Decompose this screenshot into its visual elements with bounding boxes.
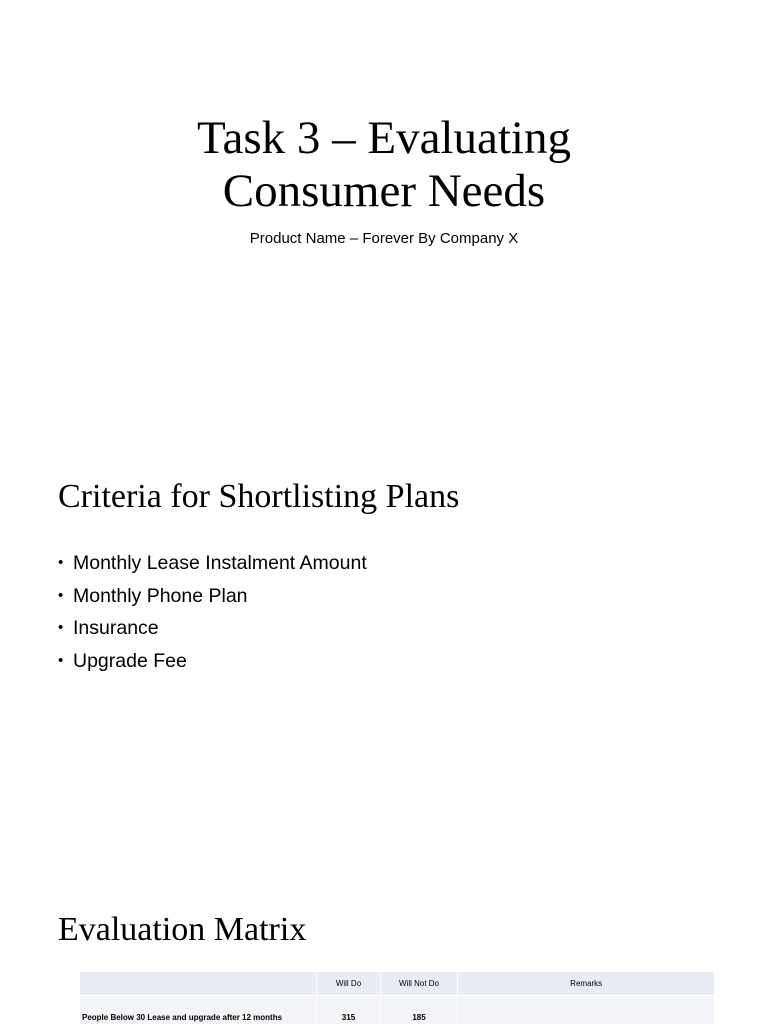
column-header-criteria [80, 972, 317, 995]
bullet-icon: • [58, 619, 64, 636]
criteria-slide [0, 432, 768, 864]
column-header-remarks: Remarks [458, 972, 715, 995]
list-item-text: Monthly Phone Plan [73, 584, 248, 607]
list-item [58, 612, 367, 645]
cell-remarks [458, 995, 715, 1024]
list-item [58, 547, 367, 580]
evaluation-table [80, 972, 715, 1024]
title-slide [0, 0, 768, 432]
table-header-row [80, 972, 715, 995]
bullet-icon: • [58, 554, 64, 571]
list-item-text: Upgrade Fee [73, 649, 187, 672]
list-item-text: Insurance [73, 617, 159, 639]
criteria-list [58, 547, 367, 677]
row-label: People Below 30 Lease and upgrade after 12 months [80, 995, 317, 1024]
bullet-icon: • [58, 651, 64, 669]
column-header-will-not-do: Will Not Do [380, 972, 458, 995]
presentation-subtitle: Product Name – Forever By Company X [249, 230, 519, 247]
list-item [58, 645, 367, 678]
column-header-will-do: Will Do [317, 972, 380, 995]
bullet-icon: • [58, 586, 64, 604]
title-line-2: Consumer Needs [222, 165, 546, 217]
cell-will-not-do: 185 [380, 995, 458, 1024]
title-line-1: Task 3 – Evaluating [197, 112, 571, 164]
list-item-text: Monthly Lease Instalment Amount [73, 552, 367, 574]
cell-will-do: 315 [317, 995, 380, 1024]
criteria-heading: Criteria for Shortlisting Plans [58, 478, 460, 515]
matrix-slide [0, 864, 768, 1024]
presentation-title [0, 112, 768, 218]
table-row [80, 995, 715, 1024]
list-item [58, 580, 367, 613]
matrix-heading: Evaluation Matrix [58, 911, 307, 948]
